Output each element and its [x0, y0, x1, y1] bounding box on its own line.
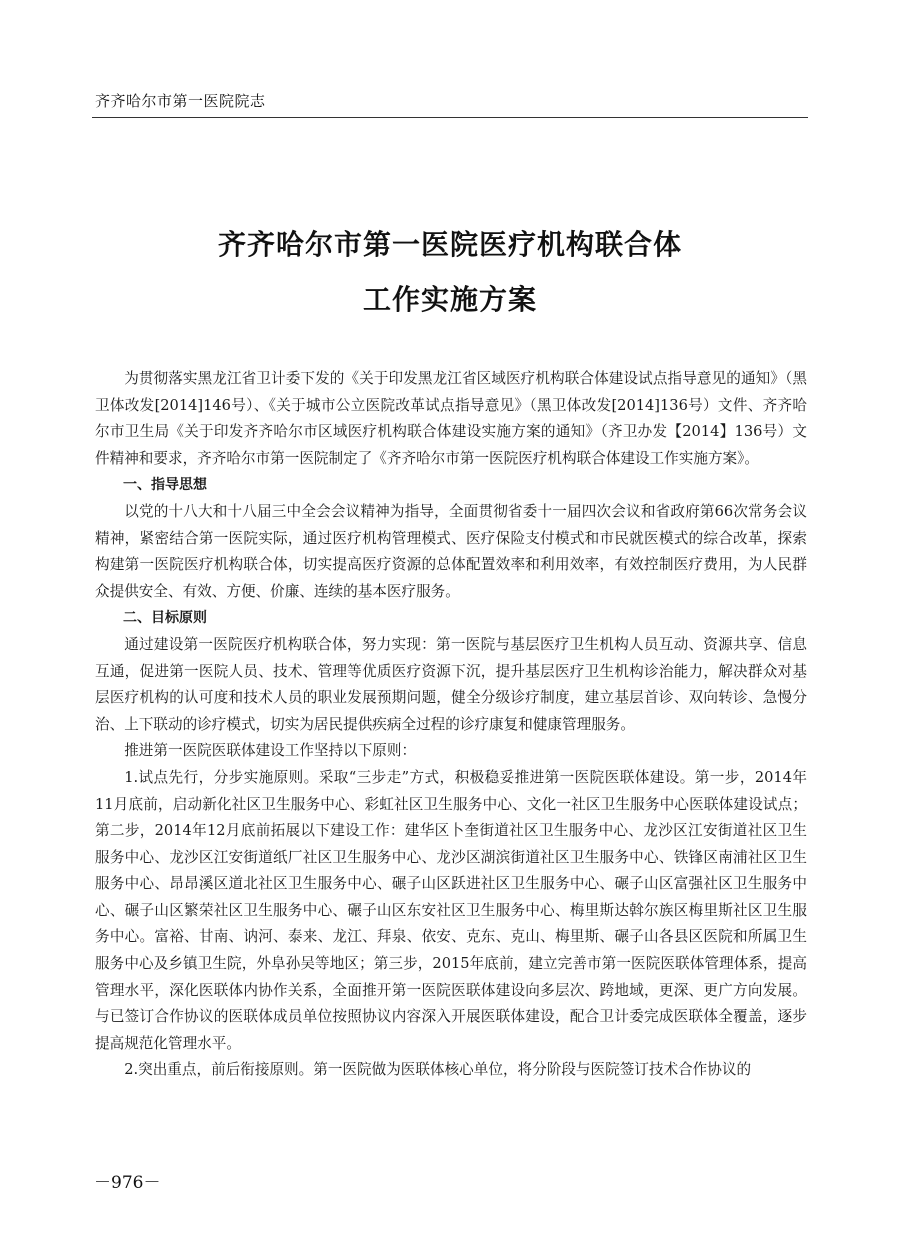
- page-number: －976－: [94, 1173, 161, 1193]
- document-body: [95, 366, 807, 1084]
- principles-intro-paragraph: 推进第一医院医联体建设工作坚持以下原则：: [124, 742, 417, 760]
- document-title-line-1: 齐齐哈尔市第一医院医疗机构联合体: [217, 228, 682, 261]
- intro-paragraph: 为贯彻落实黑龙江省卫计委下发的《关于印发黑龙江省区域医疗机构联合体建设试点指导意见的通知》（黑卫体改发[2014]146号）、《关于城市公立医院改革试点指导意见》（黑卫体改发[2014]136号）文件、齐齐哈尔市卫生局《关于印发齐齐哈尔市区域医疗机构联合体建设实施方案的通知》（齐卫办发【2014】136号）文件精神和要求，齐齐哈尔市第一医院制定了《齐齐哈尔市第一医院医疗机构联合体建设工作实施方案》。: [95, 370, 807, 467]
- goals-paragraph: 通过建设第一医院医疗机构联合体，努力实现：第一医院与基层医疗卫生机构人员互动、资源共享、信息互通，促进第一医院人员、技术、管理等优质医疗资源下沉，提升基层医疗卫生机构诊治能力，解决群众对基层医疗机构的认可度和技术人员的职业发展预期问题，健全分级诊疗制度，建立基层首诊、双向转诊、急慢分治、上下联动的诊疗模式，切实为居民提供疾病全过程的诊疗康复和健康管理服务。: [95, 635, 807, 733]
- principle-2-paragraph: 2.突出重点，前后衔接原则。第一医院做为医联体核心单位，将分阶段与医院签订技术合作协议的: [124, 1061, 752, 1079]
- section-heading-goals-principles: 二、目标原则: [123, 610, 207, 627]
- running-header: 齐齐哈尔市第一医院院志: [95, 92, 266, 110]
- document-title-line-2: 工作实施方案: [362, 283, 537, 316]
- guiding-ideology-paragraph: 以党的十八大和十八届三中全会会议精神为指导，全面贯彻省委十一届四次会议和省政府第66次常务会议精神，紧密结合第一医院实际，通过医疗机构管理模式、医疗保险支付模式和市民就医模式的综合改革，探索构建第一医院医疗机构联合体，切实提高医疗资源的总体配置效率和利用效率，有效控制医疗费用，为人民群众提供安全、有效、方便、价廉、连续的基本医疗服务。: [95, 502, 807, 600]
- header-rule: [92, 117, 808, 118]
- principle-1-paragraph: 1.试点先行，分步实施原则。采取“三步走”方式，积极稳妥推进第一医院医联体建设。第一步，2014年11月底前，启动新化社区卫生服务中心、彩虹社区卫生服务中心、文化一社区卫生服务中心医联体建设试点；第二步，2014年12月底前拓展以下建设工作：建华区卜奎街道社区卫生服务中心、龙沙区江安街道社区卫生服务中心、龙沙区江安街道纸厂社区卫生服务中心、龙沙区湖滨街道社区卫生服务中心、铁锋区南浦社区卫生服务中心、昂昂溪区道北社区卫生服务中心、碾子山区跃进社区卫生服务中心、碾子山区富强社区卫生服务中心、碾子山区繁荣社区卫生服务中心、碾子山区东安社区卫生服务中心、梅里斯达斡尔族区梅里斯社区卫生服务中心。富裕、甘南、讷河、泰来、龙江、拜泉、依安、克东、克山、梅里斯、碾子山各县区医院和所属卫生服务中心及乡镇卫生院，外阜孙吴等地区；第三步，2015年底前，建立完善市第一医院医联体管理体系，提高管理水平，深化医联体内协作关系，全面推开第一医院医联体建设向多层次、跨地域，更深、更广方向发展。与已签订合作协议的医联体成员单位按照协议内容深入开展医联体建设，配合卫计委完成医联体全覆盖，逐步提高规范化管理水平。: [95, 768, 807, 1052]
- section-heading-guiding-ideology: 一、指导思想: [123, 477, 207, 494]
